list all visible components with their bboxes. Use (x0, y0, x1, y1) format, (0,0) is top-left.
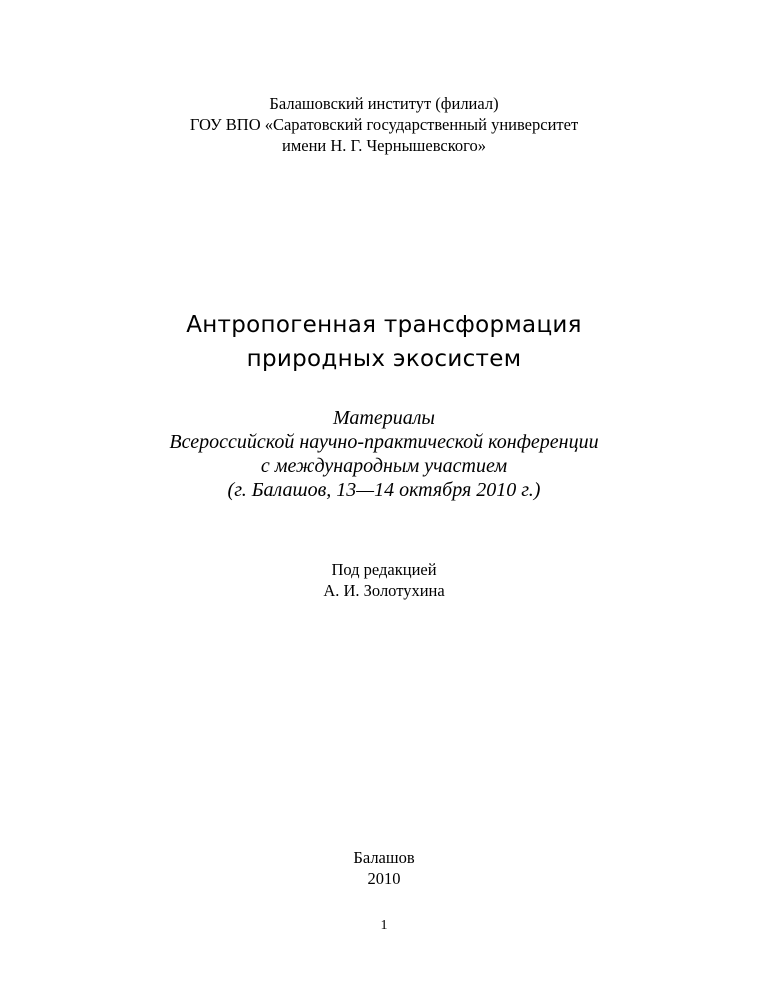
page-number: 1 (380, 918, 388, 933)
title-line-2: природных экосистем (246, 346, 522, 372)
materials-line-3: с международным участием (260, 455, 508, 477)
conference-subtitle (0, 406, 768, 502)
editor-label: Под редакцией (331, 560, 437, 579)
institution-line-1: Балашовский институт (филиал) (269, 94, 499, 113)
institution-header (0, 93, 768, 156)
materials-line-2: Всероссийской научно-практической конференции (169, 431, 599, 453)
institution-line-2: ГОУ ВПО «Саратовский государственный университет (189, 115, 579, 134)
imprint-city: Балашов (353, 848, 415, 867)
editor-credit (0, 559, 768, 601)
institution-line-3: имени Н. Г. Чернышевского» (281, 136, 487, 155)
materials-line-4: (г. Балашов, 13—14 октября 2010 г.) (227, 479, 541, 501)
title-line-1: Антропогенная трансформация (186, 312, 582, 338)
document-title (0, 308, 768, 376)
editor-name: А. И. Золотухина (323, 581, 445, 600)
materials-line-1: Материалы (333, 407, 435, 429)
imprint-year: 2010 (367, 869, 401, 888)
imprint (0, 847, 768, 889)
